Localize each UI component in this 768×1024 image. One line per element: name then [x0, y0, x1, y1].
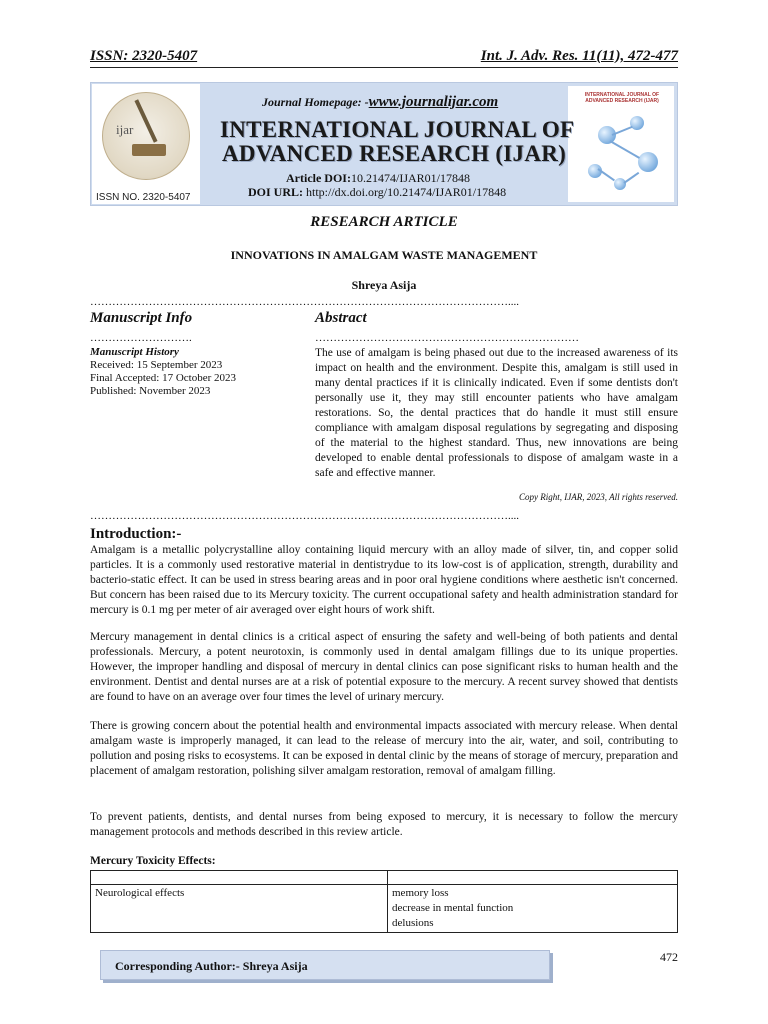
- separator-bottom: ……………………………………………………………………………………………………....: [90, 510, 519, 522]
- published-date: Published: November 2023: [90, 385, 211, 397]
- header-issn: ISSN: 2320-5407: [90, 48, 198, 64]
- history-title: Manuscript History: [90, 346, 179, 358]
- page-number: 472: [660, 950, 678, 964]
- intro-paragraph-4: To prevent patients, dentists, and dental nurses from being exposed to mercury, it is necessary to follow the mercury management protocols and methods described in this review article.: [90, 811, 678, 838]
- abstract-dots: ………………………………………………………………: [315, 332, 579, 344]
- article-author: Shreya Asija: [351, 278, 417, 292]
- abstract-text: The use of amalgam is being phased out due to the increased awareness of its impact on health and the environment. Despite this, amalgam is still used in many dental practices if it is clinically indicated. Even if some dentists don't personally use it, they may still encounter patients who have amalgam restorations. So, the dental practices that do handle it must still ensure compliance with amalgam disposal regulations by segregating and disposing of the material to the highest standard. Thus, new innovations are being developed to enable dental professionals to dispose of amalgam waste in a safe and effective manner.: [315, 347, 678, 479]
- corresponding-author-box: [100, 950, 550, 980]
- journal-title-line1: INTERNATIONAL JOURNAL OF: [220, 117, 575, 142]
- table-cell: [91, 871, 388, 885]
- ijar-logo: [92, 84, 200, 204]
- toxicity-heading: Mercury Toxicity Effects:: [90, 855, 216, 867]
- journal-cover-image: [568, 86, 674, 202]
- table-row: [91, 871, 678, 885]
- doi-url: [248, 185, 506, 200]
- cover-title: INTERNATIONAL JOURNAL OF ADVANCED RESEARCH (IJAR): [584, 92, 660, 104]
- article-type: RESEARCH ARTICLE: [310, 214, 458, 230]
- accepted-date: Final Accepted: 17 October 2023: [90, 372, 237, 384]
- doi-value: 10.21474/IJAR01/17848: [350, 171, 470, 185]
- logo-issn: ISSN NO. 2320-5407: [96, 192, 191, 203]
- manuscript-dots: ……………………….: [90, 332, 192, 344]
- corresponding-author: Corresponding Author:- Shreya Asija: [115, 959, 308, 973]
- toxicity-effects: [388, 885, 678, 933]
- list-item: delusions: [392, 917, 434, 929]
- toxicity-table: [90, 870, 678, 933]
- homepage-label: Journal Homepage: -: [262, 95, 369, 109]
- homepage-link[interactable]: www.journalijar.com: [368, 94, 499, 110]
- doi-url-link[interactable]: http://dx.doi.org/10.21474/IJAR01/17848: [306, 185, 507, 199]
- table-cell: [388, 871, 678, 885]
- article-doi: [286, 171, 470, 186]
- article-title: INNOVATIONS IN AMALGAM WASTE MANAGEMENT: [230, 248, 538, 262]
- table-row: [91, 885, 678, 933]
- intro-paragraph-1: Amalgam is a metallic polycrystalline alloy containing liquid mercury with an alloy made of silver, tin, and copper solid particles. It is a commonly used restorative material in dentistrydue to its low-cost is of application, strength, durability and bacterio-static effect. It can be used in stress bearing areas and in poor oral hygiene conditions where aesthetic isn't concerned. But concern has been raised due to its Mercury toxicity. The current occupational safety and health administration standard for mercury is 0.1 mg per meter of air averaged over eight hours of work shift.: [90, 544, 678, 616]
- journal-title: [220, 118, 574, 166]
- list-item: decrease in mental function: [392, 902, 514, 914]
- journal-title-line2: ADVANCED RESEARCH (IJAR): [222, 141, 567, 166]
- logo-text: ijar: [116, 122, 134, 137]
- doi-label: Article DOI:: [286, 171, 351, 185]
- abstract-heading: Abstract: [315, 310, 367, 326]
- journal-homepage: [262, 94, 498, 111]
- bond-line: [623, 172, 639, 184]
- header-rule: [90, 67, 678, 68]
- separator-top: ……………………………………………………………………………………………………....: [90, 296, 519, 308]
- intro-paragraph-2: Mercury management in dental clinics is a critical aspect of ensuring the safety and well-being of both patients and dental professionals. Mercury, a potent neurotoxin, is commonly used in dental amalgam fillings due to its unique properties. However, the improper handling and disposal of mercury in dental clinics can pose significant risks to human health and the environment. Dentist and dental nurses are at a risk of potential exposure to the mercury. A recent survey showed that dentists are found to have on an average over four times the level of urinary mercury.: [90, 631, 678, 703]
- doi-url-label: DOI URL:: [248, 185, 304, 199]
- bond-line: [610, 140, 640, 159]
- toxicity-category: Neurological effects: [91, 885, 388, 933]
- manuscript-history: [90, 346, 236, 398]
- introduction-heading: Introduction:-: [90, 526, 182, 542]
- list-item: memory loss: [392, 887, 449, 899]
- intro-paragraph-3: There is growing concern about the potential health and environmental impacts associated with mercury release. When dental amalgam waste is improperly managed, it can lead to the release of mercury into the air, water, and soil, contributing to pollution and posing risks to ecosystems. It can be exposed in dental clinic by the means of storage of mercury, preparation and placement of amalgam restoration, polishing silver amalgam restoration, removal of amalgam filling.: [90, 720, 678, 777]
- molecule-icon: [638, 152, 658, 172]
- header-citation: Int. J. Adv. Res. 11(11), 472-477: [480, 48, 678, 64]
- received-date: Received: 15 September 2023: [90, 359, 223, 371]
- book-icon: [132, 144, 166, 156]
- copyright: Copy Right, IJAR, 2023, All rights reserved.: [519, 492, 678, 502]
- manuscript-info-heading: Manuscript Info: [90, 310, 193, 326]
